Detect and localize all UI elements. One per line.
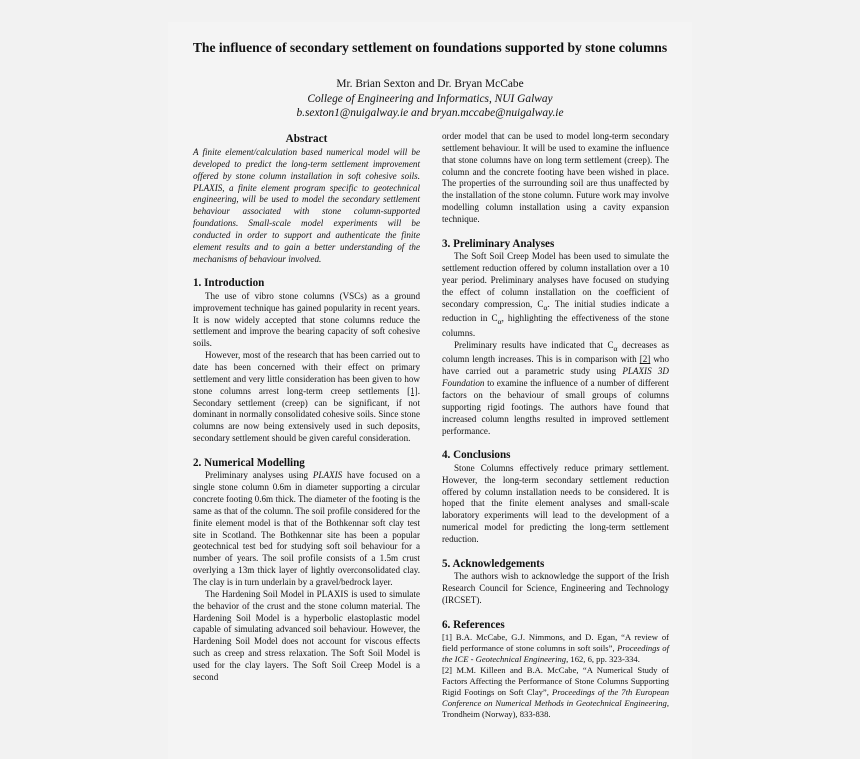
paper-page bbox=[168, 22, 692, 759]
intro-p2-text-b: . Secondary settlement (creep) can be significant, if not dominant in normally consolidated cohesive soils. Since stone columns are now being extensively used in such deposits, secondary settlement should be given careful consideration. bbox=[193, 385, 420, 444]
prelim-p1-text-b: . The initial studies indicate a reduction in C bbox=[442, 298, 669, 324]
preliminary-heading: 3. Preliminary Analyses bbox=[442, 237, 555, 250]
prelim-p1-sub-2: α bbox=[497, 317, 502, 327]
numerical-p1-plaxis: PLAXIS bbox=[312, 470, 343, 481]
prelim-p2-sub: α bbox=[613, 343, 618, 353]
intro-paragraph-1: The use of vibro stone columns (VSCs) as a ground improvement technique has gained popularity in recent years. It is now widely accepted that stone columns reduce the settlement and improve the bearing capacity of soft cohesive soils. bbox=[193, 290, 420, 349]
numerical-paragraph-2: The Hardening Soil Model in PLAXIS is used to simulate the behavior of the crust and the stone column material. The Hardening Soil Model is a hyperbolic elastoplastic model capable of simulating advanced soil behaviour. However, the Hardening Soil Model does not account for viscous effects such as creep and stress relaxation. The Soft Soil Model is used for the clay layers. The Soft Soil Creep Model is a second bbox=[193, 588, 420, 682]
prelim-p2-text-a: Preliminary results have indicated that C bbox=[454, 339, 614, 350]
citation-link-1[interactable]: [1] bbox=[407, 385, 418, 396]
conclusions-paragraph: Stone Columns effectively reduce primary settlement. However, the long-term secondary settlement reduction offered by column installation needs to be considered. It is hoped that the finite element analyses and small-scale laboratory experiments will lead to the development of a numerical model for predicting the long-term settlement reduction. bbox=[442, 462, 669, 544]
section-references bbox=[442, 619, 669, 720]
numerical-heading: 2. Numerical Modelling bbox=[193, 456, 305, 469]
author-names: Mr. Brian Sexton and Dr. Bryan McCabe bbox=[336, 78, 524, 90]
prelim-p1-text-c: , highlighting the effectiveness of the stone columns. bbox=[442, 313, 669, 338]
prelim-paragraph-1 bbox=[442, 251, 669, 340]
prelim-p2-text-d: to examine the influence of a number of different factors on the behaviour of small groups of columns supporting rigid footings. The authors have found that increased column lengths resulted in improved settlement performance. bbox=[442, 378, 669, 436]
paper-title: The influence of secondary settlement on foundations supported by stone columns bbox=[192, 40, 668, 55]
acknowledgements-heading: 5. Acknowledgements bbox=[442, 557, 545, 570]
references-heading: 6. References bbox=[442, 618, 505, 631]
prelim-p2-text-b: decreases as column length increases. This is in comparison with bbox=[442, 339, 669, 365]
numerical-p1-text-b: have focused on a single stone column 0.6m in diameter supporting a circular concrete footing 0.6m thick. The diameter of the footing is the same as that of the column. The soil profile considered for the finite element model is that of the Bothkennar soft clay test site in Scotland. The Bothkennar site has been a popular geotechnical test bed for studying soft soil behaviour for a number of years. The soil profile consists of a 1.5m crust overlying a 13m thick layer of lightly overconsolidated clay. The clay is in turn underlain by a gravel/bedrock layer. bbox=[193, 470, 420, 587]
intro-p2-text-a: However, most of the research that has been carried out to date has been concerned with their effect on primary settlement and very little consideration has been given to how stone columns arrest long-term creep settlements bbox=[193, 350, 420, 396]
ref1-text-a: [1] B.A. McCabe, G.J. Nimmons, and D. Egan, “A review of field performance of stone columns in soft soils”, bbox=[442, 632, 669, 654]
section-preliminary-analyses bbox=[442, 238, 669, 438]
ref2-text-b: , Trondheim (Norway), 833-838. bbox=[442, 697, 669, 719]
numerical-paragraph-3: order model that can be used to model long-term secondary settlement behaviour. It will be used to examine the influence that stone columns have on long term settlement (creep). The column and the concrete footing have been wished in place. The properties of the surrounding soil are thus unaffected by the installation of the stone column. Future work may involve modelling column installation using a cavity expansion technique. bbox=[442, 131, 669, 224]
numerical-paragraph-1 bbox=[193, 470, 420, 588]
reference-1 bbox=[442, 632, 669, 665]
citation-link-2[interactable]: [2] bbox=[639, 354, 651, 365]
ref2-text-a: [2] M.M. Killeen and B.A. McCabe, “A Numerical Study of Factors Affecting the Performance of Stone Columns Supporting Rigid Footings on Soft Clay”, bbox=[442, 665, 669, 697]
left-column bbox=[193, 133, 420, 684]
ref2-proceedings: Proceedings of the 7th European Conference on Numerical Methods in Geotechnical Engineering bbox=[442, 686, 670, 708]
acknowledgements-paragraph: The authors wish to acknowledge the support of the Irish Research Council for Science, Engineering and Technology (IRCSET). bbox=[442, 571, 669, 605]
author-emails: b.sexton1@nuigalway.ie and bryan.mccabe@nuigalway.ie bbox=[296, 107, 564, 119]
introduction-heading: 1. Introduction bbox=[193, 277, 265, 290]
ref1-journal: Proceedings of the ICE - Geotechnical Engineering bbox=[442, 643, 669, 665]
abstract-heading: Abstract bbox=[285, 133, 328, 145]
ref1-text-b: , 162, 6, pp. 323-334. bbox=[566, 654, 640, 665]
prelim-paragraph-2 bbox=[442, 340, 669, 438]
section-numerical-modelling bbox=[193, 457, 420, 684]
right-column bbox=[442, 131, 669, 720]
section-introduction bbox=[193, 277, 420, 444]
prelim-p2-plaxis3d: PLAXIS 3D Foundation bbox=[442, 366, 670, 389]
prelim-p2-text-c: who have carried out a parametric study using bbox=[442, 354, 670, 377]
section-acknowledgements bbox=[442, 558, 669, 607]
abstract-text: A finite element/calculation based numerical model will be developed to predict the long-term settlement improvement offered by stone column installation in soft cohesive soils. PLAXIS, a finite element program specific to geotechnical engineering, will be used to model the secondary settlement behaviour associated with stone column-supported foundations. Small-scale model experiments will be conducted in order to support and authenticate the finite element results and to gain a better understanding of the mechanisms of behaviour involved. bbox=[193, 147, 420, 264]
author-block bbox=[168, 77, 692, 121]
prelim-p1-text-a: The Soft Soil Creep Model has been used to simulate the settlement reduction offered by column installation over a 10 year period. Preliminary analyses have focused on studying the effect of column installation on the coefficient of secondary compression, C bbox=[442, 251, 669, 309]
affiliation: College of Engineering and Informatics, NUI Galway bbox=[307, 92, 553, 105]
section-conclusions bbox=[442, 449, 669, 545]
reference-2 bbox=[442, 665, 669, 720]
prelim-p1-sub-1: α bbox=[543, 302, 548, 312]
intro-paragraph-2 bbox=[193, 350, 420, 445]
numerical-p1-text-a: Preliminary analyses using bbox=[205, 470, 313, 481]
conclusions-heading: 4. Conclusions bbox=[442, 449, 511, 462]
